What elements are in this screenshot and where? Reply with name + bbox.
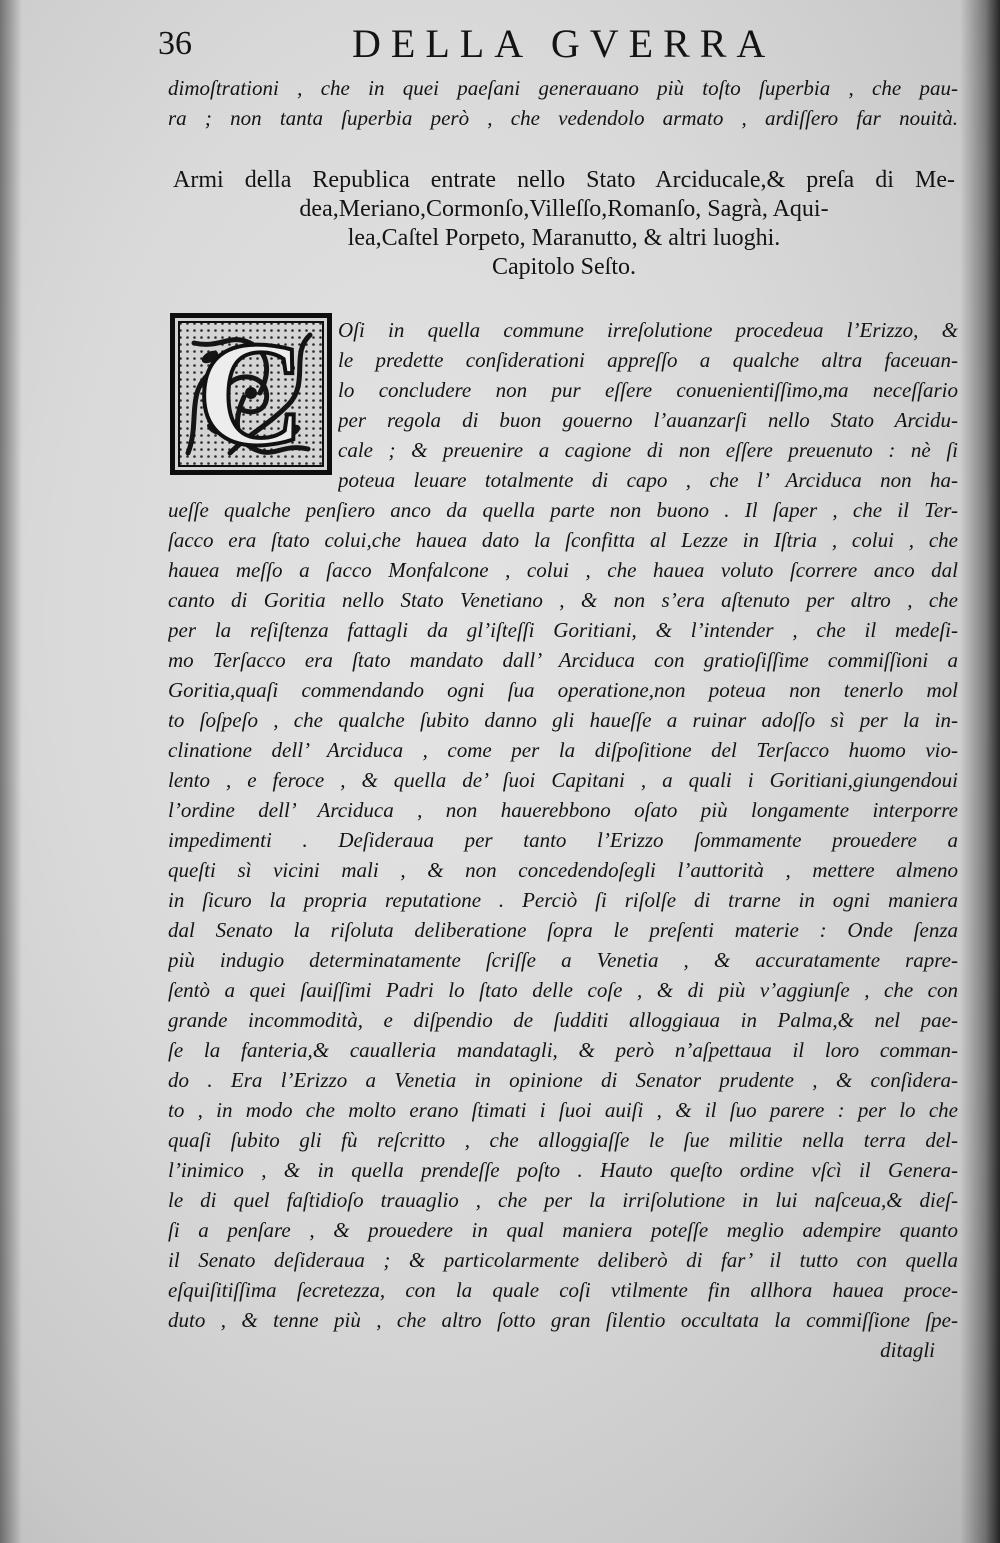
text-line: eſquiſitiſſima ſecretezza, con la quale coſi vtilmente fin allhora hauea proce- [168,1278,958,1302]
catchword: ditagli [880,1338,935,1362]
text-line: queſti sì vicini mali , & non concedendoſegli l’auttorità , mettere almeno [168,858,958,882]
text-line: do . Era l’Erizzo a Venetia in opinione di Senator prudente , & conſidera- [168,1068,958,1092]
text-line: l’ordine dell’ Arciduca , non hauerebbono oſato più longamente interporre [168,798,958,822]
text-line: il Senato deſideraua ; & particolarmente deliberò di far’ il tutto con quella [168,1248,958,1272]
chapter-text [168,311,958,1365]
text-line: ra ; non tanta ſuperbia però , che vedendolo armato , ardiſſero far nouità. [168,106,958,130]
running-head [0,20,1000,70]
running-title: DELLA GVERRA [352,21,776,66]
text-line: quaſi ſubito gli fù reſcritto , che alloggiaſſe le ſue militie nella terra del- [168,1128,958,1152]
text-line: impedimenti . Deſideraua per tanto l’Erizzo ſommamente prouedere a [168,828,958,852]
text-line: mo Terſacco era ſtato mandato dall’ Arciduca con gratioſiſſime commiſſioni a [168,648,958,672]
text-line: in ſicuro la propria reputatione . Perciò ſi riſolſe di trarne in ogni maniera [168,888,958,912]
text-line: clinatione dell’ Arciduca , come per la diſpoſitione del Terſacco huomo vio- [168,738,958,762]
text-line: Oſi in quella commune irreſolutione procedeua l’Erizzo, & [338,318,958,342]
text-line: per la reſiſtenza fattagli da gl’iſteſſi Goritiani, & l’intender , che il medeſi- [168,618,958,642]
text-line: lento , e feroce , & quella de’ ſuoi Capitani , a quali i Goritiani,giungendoui [168,768,958,792]
text-line: grande incommodità, e diſpendio de ſudditi alloggiaua in Palma,& nel pae- [168,1008,958,1032]
page-number: 36 [158,25,192,62]
text-line: to ſoſpeſo , che qualche ſubito danno gli haueſſe a ruinar adoſſo sì per la in- [168,708,958,732]
text-line: le predette conſiderationi appreſſo a qualche altra faceuan- [338,348,958,372]
text-line: ſentò a quei ſauiſſimi Padri lo ſtato delle coſe , & di più v’aggiunſe , che con [168,978,958,1002]
text-line: ſacco era ſtato colui,che hauea dato la ſconfitta al Lezze in Iſtria , colui , che [168,528,958,552]
text-line: dimoſtrationi , che in quei paeſani generauano più toſto ſuperbia , che pau- [168,76,958,100]
chapter-heading [173,166,955,282]
text-line: l’inimico , & in quella prendeſſe poſto . Hauto queſto ordine vſcì il Genera- [168,1158,958,1182]
text-line: ſe la fanteria,& caualleria mandatagli, & però n’aſpettaua il loro comman- [168,1038,958,1062]
text-line: duto , & tenne più , che altro ſotto gran ſilentio occultata la commiſſione ſpe- [168,1308,958,1332]
chapter-label: Capitolo Seſto. [492,254,636,280]
text-line: hauea meſſo a ſacco Monfalcone , colui , che hauea voluto ſcorrere anco dal [168,558,958,582]
text-line: le di quel faſtidioſo trauaglio , che per la irriſolutione in lui naſceua,& dieſ- [168,1188,958,1212]
heading-line: dea,Meriano,Cormonſo,Villeſſo,Romanſo, Sagrà, Aqui- [299,196,829,222]
text-line: dal Senato la riſoluta deliberatione ſopra le preſenti materie : Onde ſenza [168,918,958,942]
text-line: Goritia,quaſi commendando ogni ſua operatione,non poteua non tenerlo mol [168,678,958,702]
text-line: ueſſe qualche penſiero anco da quella parte non buono . Il ſaper , che il Ter- [168,498,958,522]
text-line: canto di Goritia nello Stato Venetiano , & non s’era aſtenuto per altro , che [168,588,958,612]
preceding-paragraph [168,73,958,133]
text-line: ſi a penſare , & prouedere in qual maniera poteſſe meglio adempire quanto [168,1218,958,1242]
heading-line: lea,Caſtel Porpeto, Maranutto, & altri luoghi. [347,225,781,251]
text-line: to , in modo che molto erano ſtimati i ſuoi auiſi , & il ſuo parere : per lo che [168,1098,958,1122]
text-line: poteua leuare totalmente di capo , che l’ Arciduca non ha- [338,468,958,492]
drop-cap-letter: C [196,311,306,477]
text-line: per regola di buon gouerno l’auanzarſi nello Stato Arcidu- [338,408,958,432]
text-line: lo concludere non pur eſſere conuenientiſſimo,ma neceſſario [338,378,958,402]
text-line: cale ; & preuenire a cagione di non eſſere preuenuto : nè ſi [338,438,958,462]
text-line: più indugio determinatamente ſcriſſe a Venetia , & accuratamente rapre- [168,948,958,972]
heading-line: Armi della Republica entrate nello Stato Arciducale,& preſa di Me- [173,167,955,193]
